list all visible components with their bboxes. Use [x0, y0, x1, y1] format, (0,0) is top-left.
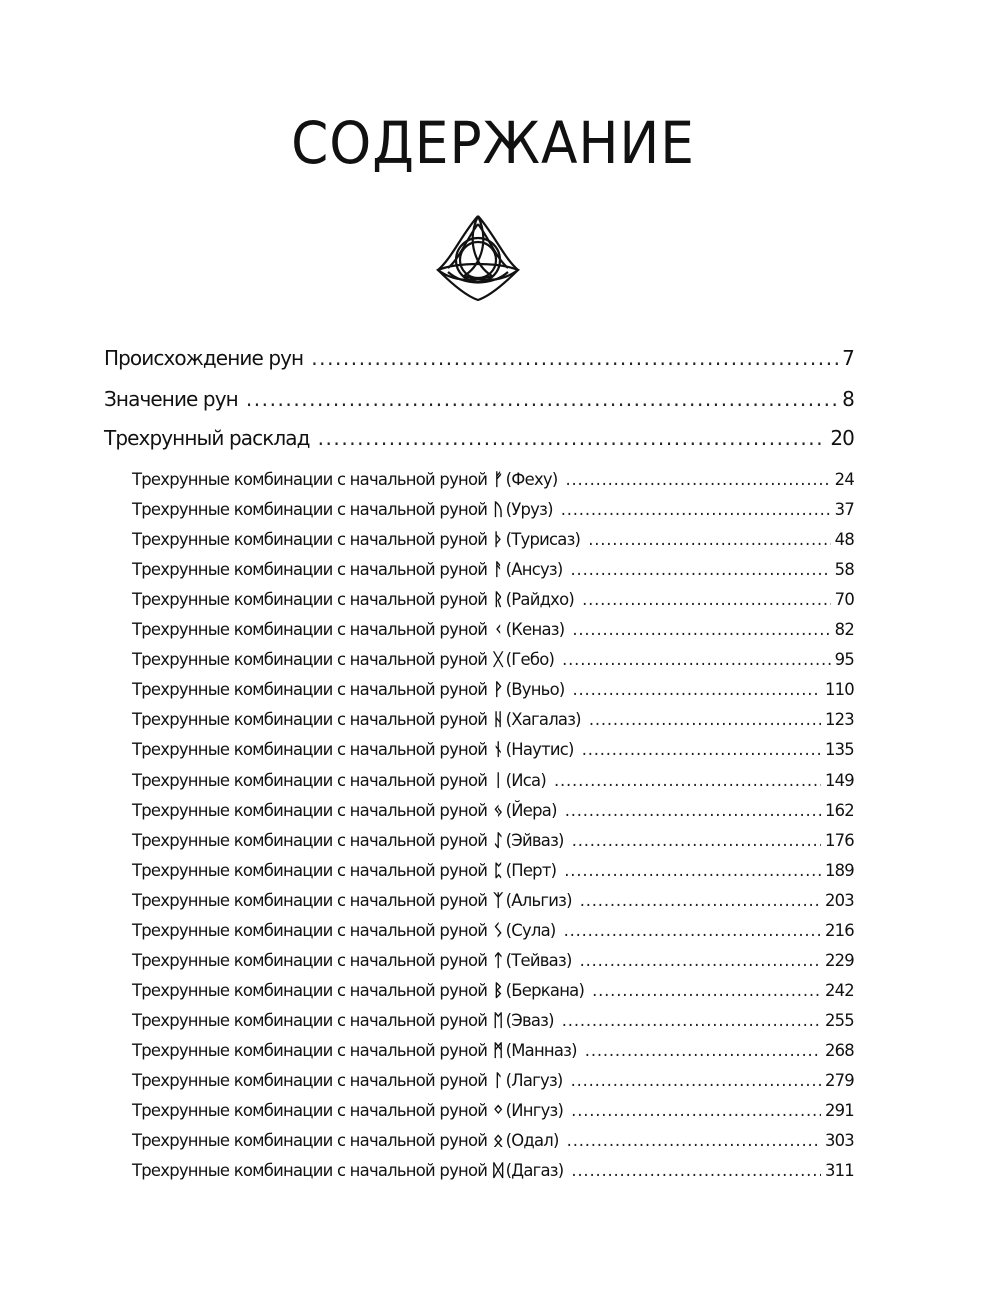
dot-leader [588, 530, 830, 546]
toc-subentry[interactable] [132, 1071, 854, 1091]
toc-subentry[interactable] [132, 1131, 854, 1151]
toc-page-number: 149 [824, 770, 854, 790]
rune-glyph: ᛉ [493, 890, 503, 911]
toc-subentry-label: Трехрунные комбинации с начальной руной [132, 470, 488, 489]
rune-glyph: ᚱ [493, 590, 503, 611]
toc-subentry[interactable] [132, 560, 854, 580]
dot-leader [571, 1071, 821, 1087]
rune-glyph: ᛟ [493, 1131, 503, 1152]
rune-name: (Йера) [505, 800, 557, 820]
rune-glyph: ᚷ [493, 650, 503, 671]
toc-subentry-label: Трехрунные комбинации с начальной руной [132, 740, 488, 760]
toc-page-number: 279 [824, 1071, 854, 1090]
dot-leader [571, 1161, 821, 1177]
rune-glyph: ᛞ [493, 1161, 503, 1182]
toc-subentry-label: Трехрунные комбинации с начальной руной [132, 1161, 488, 1181]
toc-page-number: 37 [834, 500, 854, 520]
rune-name: (Иса) [505, 770, 546, 790]
dot-leader [564, 921, 821, 937]
dot-leader [564, 861, 821, 877]
toc-subentry-label: Трехрунные комбинации с начальной руной [132, 590, 488, 610]
toc-subentry-label: Трехрунные комбинации с начальной руной [132, 890, 488, 910]
dot-leader [562, 1011, 821, 1027]
dot-leader [565, 801, 821, 817]
toc-subentry-label: Трехрунные комбинации с начальной руной [132, 860, 488, 880]
rune-name: (Хагалаз) [505, 710, 581, 730]
toc-page-number: 58 [834, 560, 854, 580]
rune-glyph: ᚠ [493, 470, 503, 490]
rune-glyph: ᛜ [493, 1101, 503, 1122]
toc-subentry-label: Трехрунные комбинации с начальной руной [132, 830, 488, 850]
toc-subentry[interactable] [132, 740, 854, 760]
toc-subentry[interactable] [132, 530, 854, 550]
rune-name: (Райдхо) [505, 590, 575, 610]
rune-glyph: ᚲ [493, 620, 503, 641]
toc-subentry-label: Трехрунные комбинации с начальной руной [132, 1010, 488, 1030]
toc-entry-origin[interactable] [104, 346, 854, 370]
toc-page-number: 110 [824, 680, 854, 700]
dot-leader [592, 981, 821, 997]
rune-name: (Альгиз) [505, 890, 572, 910]
toc-subentry[interactable] [132, 1041, 854, 1061]
rune-glyph: ᛇ [493, 830, 503, 851]
toc-page-number: 162 [824, 800, 854, 820]
toc-page-number: 24 [834, 470, 854, 489]
dot-leader [554, 771, 821, 787]
toc-subentry-label: Трехрунные комбинации с начальной руной [132, 980, 488, 1000]
toc-entry-label: Значение рун [104, 387, 238, 411]
toc-subentry-label: Трехрунные комбинации с начальной руной [132, 770, 488, 790]
toc-entry-label: Трехрунный расклад [104, 426, 310, 450]
dot-leader [589, 710, 821, 726]
toc-page-number: 70 [834, 590, 854, 610]
rune-name: (Эваз) [505, 1010, 554, 1030]
rune-name: (Кеназ) [505, 620, 565, 640]
toc-subentry-label: Трехрунные комбинации с начальной руной [132, 500, 488, 520]
rune-glyph: ᛃ [493, 800, 503, 821]
rune-name: (Эйваз) [505, 830, 564, 850]
toc-subentry-label: Трехрунные комбинации с начальной руной [132, 1131, 488, 1151]
triquetra-knot-icon [434, 212, 522, 302]
toc-entry-meaning[interactable] [104, 387, 854, 411]
toc-entry-label: Происхождение рун [104, 346, 304, 370]
toc-subentry[interactable] [132, 650, 854, 670]
rune-glyph: ᛏ [493, 950, 503, 971]
toc-entry-three-rune-spread[interactable] [104, 426, 854, 450]
rune-glyph: ᚹ [493, 680, 503, 701]
rune-name: (Ингуз) [505, 1101, 564, 1121]
toc-subentry[interactable] [132, 951, 854, 971]
toc-subentry-label: Трехрунные комбинации с начальной руной [132, 950, 488, 970]
rune-name: (Одал) [505, 1131, 559, 1151]
rune-name: (Манназ) [505, 1040, 577, 1060]
toc-subentry-label: Трехрунные комбинации с начальной руной [132, 920, 488, 940]
dot-leader [580, 891, 821, 907]
dot-leader [567, 1131, 821, 1147]
rune-glyph: ᚦ [493, 530, 503, 551]
toc-page-number: 123 [824, 710, 854, 730]
toc-subentry-label: Трехрунные комбинации с начальной руной [132, 800, 488, 820]
dot-leader [561, 500, 831, 516]
rune-glyph: ᚺ [493, 710, 503, 731]
toc-subentry[interactable] [132, 620, 854, 640]
toc-subentry[interactable] [132, 981, 854, 1001]
toc-page-number: 255 [824, 1010, 854, 1030]
dot-leader [571, 560, 831, 576]
toc-subentry[interactable] [132, 801, 854, 821]
toc-subentry[interactable] [132, 1161, 854, 1181]
toc-subentry[interactable] [132, 680, 854, 700]
toc-subentry-label: Трехрунные комбинации с начальной руной [132, 650, 488, 670]
dot-leader [585, 1041, 821, 1057]
rune-glyph: ᚨ [493, 560, 503, 581]
toc-subentry-label: Трехрунные комбинации с начальной руной [132, 710, 488, 730]
dot-leader [566, 470, 831, 486]
rune-name: (Турисаз) [505, 530, 581, 550]
rune-glyph: ᛁ [493, 770, 503, 791]
dot-leader [572, 831, 821, 847]
rune-glyph: ᛒ [493, 980, 503, 1001]
rune-name: (Тейваз) [505, 950, 572, 970]
toc-page-number: 242 [824, 980, 854, 1000]
toc-subentry[interactable] [132, 500, 854, 520]
toc-subentry-label: Трехрунные комбинации с начальной руной [132, 560, 488, 580]
rune-name: (Гебо) [505, 650, 555, 670]
dot-leader [571, 1101, 821, 1117]
toc-page-number: 135 [824, 740, 854, 760]
toc-subentry[interactable] [132, 1101, 854, 1121]
dot-leader [582, 590, 831, 606]
page-title: СОДЕРЖАНИЕ [291, 109, 695, 177]
toc-page-number: 95 [834, 650, 854, 670]
toc-page-number: 311 [824, 1161, 854, 1181]
toc-subentry[interactable] [132, 891, 854, 911]
toc-subentry[interactable] [132, 921, 854, 941]
toc-subentry[interactable] [132, 470, 854, 490]
toc-subentry[interactable] [132, 831, 854, 851]
rune-glyph: ᚢ [493, 500, 503, 521]
dot-leader [562, 650, 831, 666]
toc-subentry[interactable] [132, 861, 854, 881]
dot-leader [582, 740, 821, 756]
rune-glyph: ᛊ [493, 920, 503, 941]
rune-glyph: ᛚ [493, 1071, 503, 1091]
dot-leader [572, 620, 830, 636]
toc-page-number: 203 [824, 890, 854, 910]
rune-glyph: ᚾ [493, 740, 503, 761]
toc-subentry-label: Трехрунные комбинации с начальной руной [132, 620, 488, 640]
rune-name: (Перт) [505, 860, 557, 880]
dot-leader [311, 346, 838, 366]
rune-glyph: ᛖ [493, 1010, 503, 1031]
rune-glyph: ᛗ [493, 1040, 503, 1061]
toc-page-number: 303 [824, 1131, 854, 1151]
toc-subentry[interactable] [132, 771, 854, 791]
rune-name: (Наутис) [505, 740, 574, 760]
toc-page-number: 20 [830, 426, 854, 450]
toc-subentry-label: Трехрунные комбинации с начальной руной [132, 1040, 488, 1060]
toc-subentry[interactable] [132, 1011, 854, 1031]
rune-name: (Дагаз) [505, 1161, 564, 1181]
toc-page-number: 82 [834, 620, 854, 640]
rune-name: (Сула) [505, 920, 556, 940]
toc-page-number: 48 [834, 530, 854, 550]
dot-leader [573, 680, 821, 696]
toc-page-number: 176 [824, 830, 854, 850]
toc-page-number: 268 [824, 1040, 854, 1060]
rune-name: (Лагуз) [505, 1071, 563, 1090]
rune-name: (Ансуз) [505, 560, 563, 580]
toc-page-number: 291 [824, 1101, 854, 1121]
toc-subentry[interactable] [132, 710, 854, 730]
rune-name: (Уруз) [505, 500, 553, 520]
toc-page-number: 189 [824, 860, 854, 880]
toc-subentry-label: Трехрунные комбинации с начальной руной [132, 1071, 488, 1090]
toc-subentry[interactable] [132, 590, 854, 610]
dot-leader [580, 951, 821, 967]
toc-page-number: 7 [842, 346, 854, 370]
rune-name: (Феху) [505, 470, 558, 489]
rune-glyph: ᛈ [493, 860, 503, 881]
toc-subentry-label: Трехрунные комбинации с начальной руной [132, 1101, 488, 1121]
dot-leader [246, 387, 838, 407]
toc-page-number: 229 [824, 950, 854, 970]
toc-subentry-label: Трехрунные комбинации с начальной руной [132, 530, 488, 550]
rune-name: (Вуньо) [505, 680, 565, 700]
dot-leader [318, 426, 827, 446]
toc-page-number: 216 [824, 920, 854, 940]
toc-subentry-label: Трехрунные комбинации с начальной руной [132, 680, 488, 700]
toc-page-number: 8 [842, 387, 854, 411]
rune-name: (Беркана) [505, 980, 585, 1000]
